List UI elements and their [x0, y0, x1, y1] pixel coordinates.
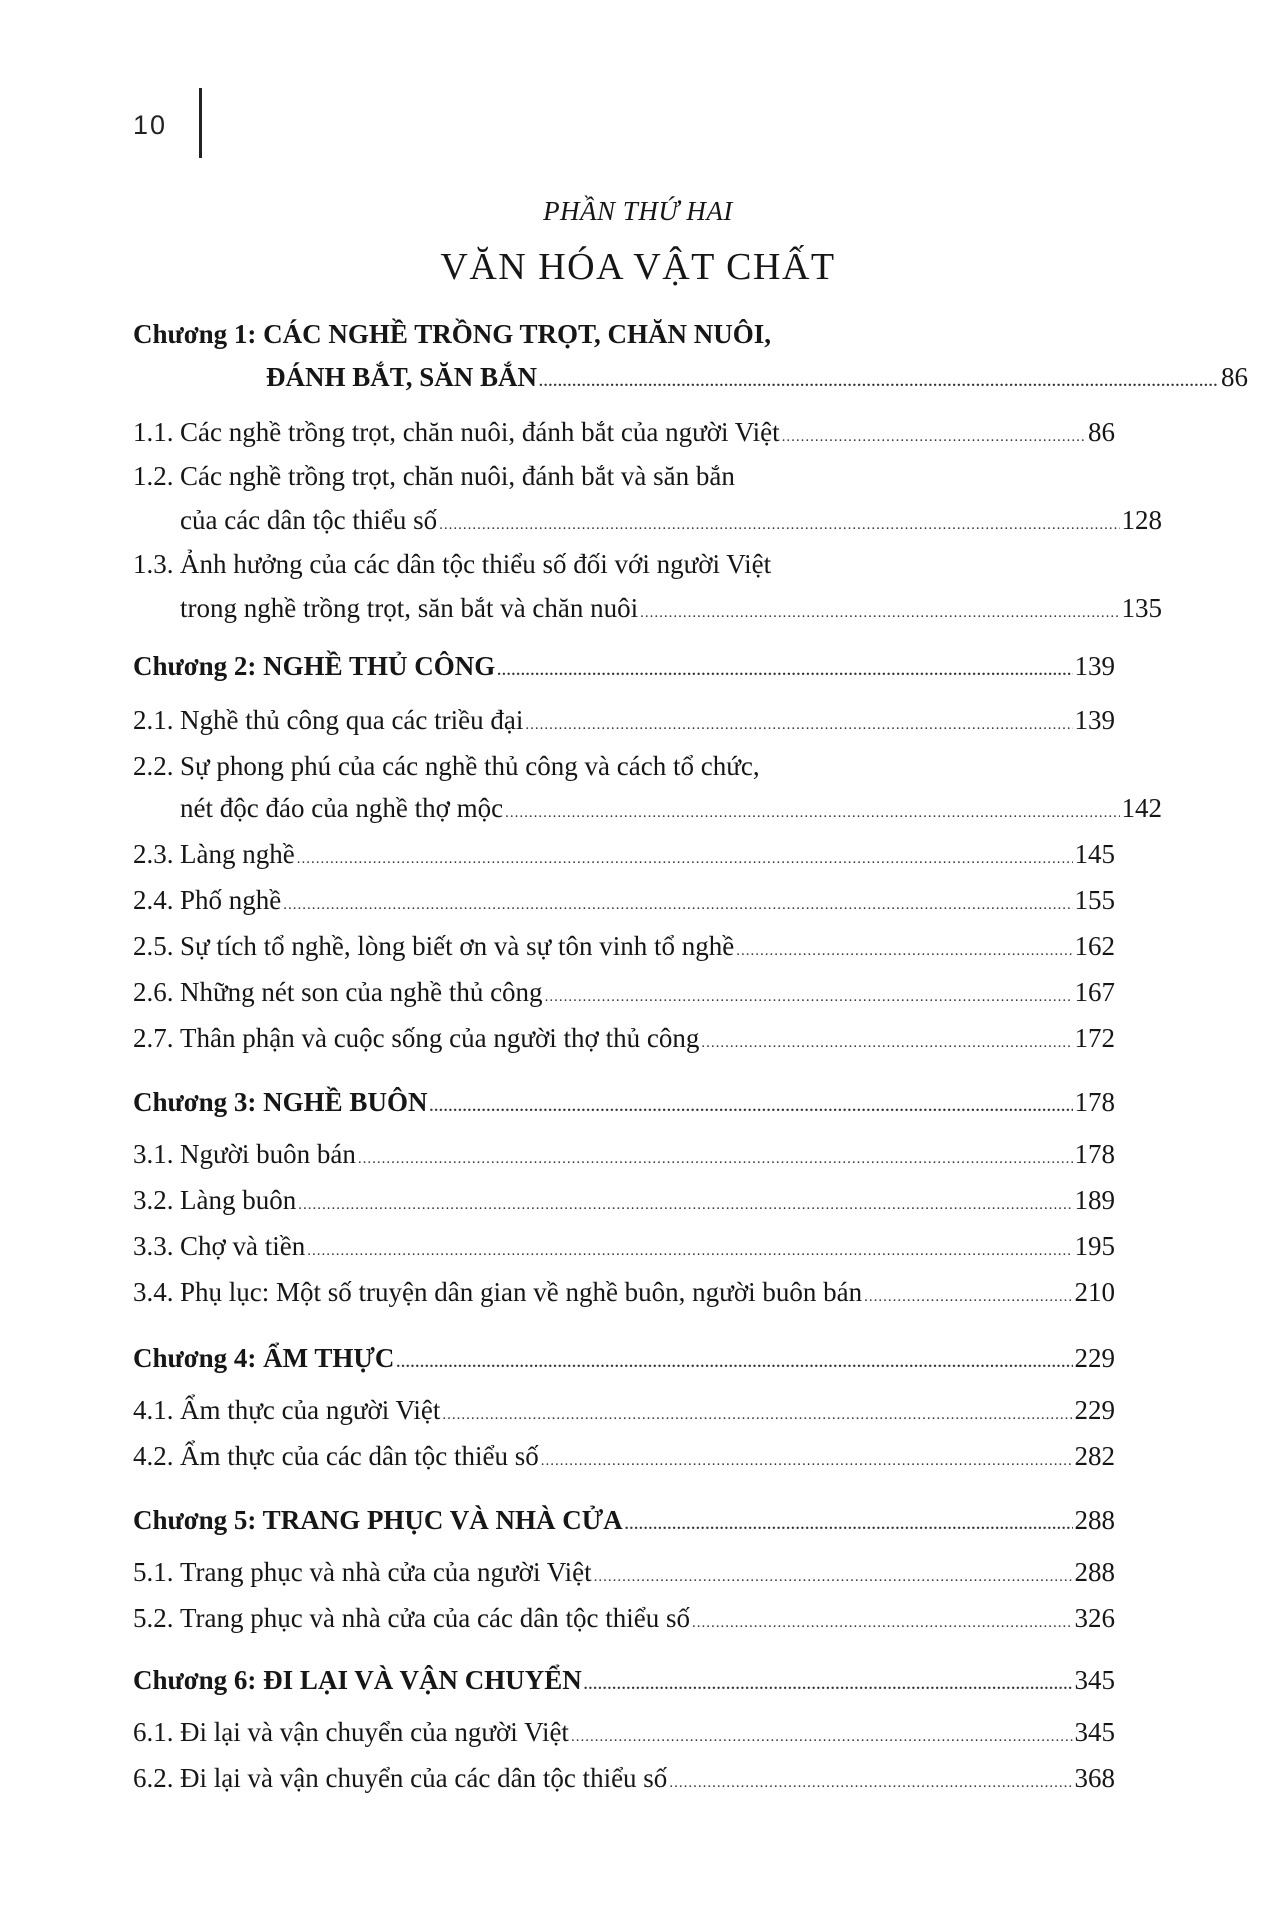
toc-section-4-2[interactable] [133, 1436, 1115, 1476]
toc-section-title: Sự phong phú của các nghề thủ công và cách tổ chức, [180, 751, 760, 781]
toc-section-2-3[interactable] [133, 834, 1115, 874]
toc-section-title: của các dân tộc thiểu số [180, 505, 438, 535]
toc-section-2-4[interactable] [133, 880, 1115, 920]
toc-page-number: 142 [1121, 793, 1162, 823]
toc-section-1-1[interactable] [133, 412, 1115, 452]
part-title: VĂN HÓA VẬT CHẤT [440, 246, 836, 288]
leader-dots [358, 1139, 1073, 1179]
leader-dots [297, 839, 1073, 879]
toc-chapter-3[interactable] [133, 1082, 1115, 1122]
toc-chapter-title: ĐÁNH BẮT, SĂN BẮN [266, 362, 538, 392]
toc-page-number: 167 [1074, 977, 1115, 1007]
toc-chapter-6[interactable] [133, 1660, 1115, 1700]
toc-section-title: Nghề thủ công qua các triều đại [180, 705, 524, 735]
toc-page-number: 162 [1074, 931, 1115, 961]
toc-page-number: 178 [1074, 1087, 1115, 1117]
leader-dots [298, 1185, 1072, 1225]
toc-chapter-title: Chương 4: ẨM THỰC [133, 1343, 395, 1373]
toc-section-title: Các nghề trồng trọt, chăn nuôi, đánh bắt và săn bắn [180, 461, 735, 491]
leader-dots [640, 593, 1119, 633]
toc-section-title: Sự tích tổ nghề, lòng biết ơn và sự tôn vinh tổ nghề [180, 931, 735, 961]
toc-section-2-2-continued[interactable] [133, 788, 1162, 828]
toc-page-number: 195 [1074, 1231, 1115, 1261]
toc-section-number: 3.4. [133, 1277, 174, 1307]
part-label: PHẦN THỨ HAI [543, 196, 733, 226]
toc-section-number: 2.1. [133, 705, 174, 735]
toc-chapter-title: Chương 5: TRANG PHỤC VÀ NHÀ CỬA [133, 1505, 623, 1535]
leader-dots [782, 417, 1086, 457]
toc-section-2-7[interactable] [133, 1018, 1115, 1058]
toc-page-number: 172 [1074, 1023, 1115, 1053]
leader-dots [525, 705, 1072, 745]
toc-section-title: Những nét son của nghề thủ công [180, 977, 543, 1007]
toc-section-number: 1.1. [133, 417, 174, 447]
toc-page-number: 86 [1088, 417, 1115, 447]
toc-page-number: 135 [1121, 593, 1162, 623]
toc-page-number: 189 [1074, 1185, 1115, 1215]
toc-chapter-title: Chương 2: NGHỀ THỦ CÔNG [133, 651, 496, 681]
toc-section-title: Phố nghề [180, 885, 282, 915]
toc-page-number: 86 [1221, 362, 1248, 392]
toc-section-number: 4.2. [133, 1441, 174, 1471]
toc-section-title: Người buôn bán [180, 1139, 356, 1169]
toc-section-title: Phụ lục: Một số truyện dân gian về nghề buôn, người buôn bán [180, 1277, 863, 1307]
toc-section-title: nét độc đáo của nghề thợ mộc [180, 793, 504, 823]
toc-section-number: 4.1. [133, 1395, 174, 1425]
leader-dots [497, 651, 1072, 691]
page-number-divider [199, 88, 202, 158]
toc-chapter-title: Chương 1: CÁC NGHỀ TRỒNG TRỌT, CHĂN NUÔI, [133, 319, 771, 349]
leader-dots [701, 1023, 1072, 1063]
toc-section-2-5[interactable] [133, 926, 1115, 966]
toc-page-number: 345 [1074, 1665, 1115, 1695]
toc-section-number: 6.1. [133, 1717, 174, 1747]
toc-chapter-title: Chương 3: NGHỀ BUÔN [133, 1087, 428, 1117]
toc-section-number: 3.1. [133, 1139, 174, 1169]
toc-chapter-5[interactable] [133, 1500, 1115, 1540]
toc-section-6-2[interactable] [133, 1758, 1115, 1798]
page-number: 10 [133, 110, 168, 140]
toc-section-title: Các nghề trồng trọt, chăn nuôi, đánh bắt của người Việt [180, 417, 780, 447]
leader-dots [864, 1277, 1072, 1317]
toc-page-number: 368 [1074, 1763, 1115, 1793]
toc-chapter-4[interactable] [133, 1338, 1115, 1378]
leader-dots [283, 885, 1072, 925]
toc-section-number: 6.2. [133, 1763, 174, 1793]
leader-dots [307, 1231, 1072, 1271]
toc-section-number: 1.2. [133, 461, 174, 491]
toc-page-number: 210 [1074, 1277, 1115, 1307]
toc-section-title: Đi lại và vận chuyển của các dân tộc thiểu số [180, 1763, 668, 1793]
toc-chapter-2[interactable] [133, 646, 1115, 686]
toc-section-1-3[interactable] [133, 544, 1115, 584]
toc-section-number: 3.3. [133, 1231, 174, 1261]
leader-dots [625, 1505, 1073, 1545]
toc-section-3-3[interactable] [133, 1226, 1115, 1266]
toc-section-title: Ảnh hưởng của các dân tộc thiểu số đối với người Việt [180, 549, 772, 579]
leader-dots [584, 1665, 1073, 1705]
leader-dots [442, 1395, 1072, 1435]
toc-section-3-4[interactable] [133, 1272, 1115, 1312]
toc-section-1-2-continued[interactable] [133, 500, 1162, 540]
toc-section-title: Làng nghề [180, 839, 295, 869]
toc-chapter-title: Chương 6: ĐI LẠI VÀ VẬN CHUYỂN [133, 1665, 582, 1695]
toc-section-4-1[interactable] [133, 1390, 1115, 1430]
toc-section-number: 2.2. [133, 751, 174, 781]
toc-section-2-1[interactable] [133, 700, 1115, 740]
toc-section-2-6[interactable] [133, 972, 1115, 1012]
leader-dots [594, 1557, 1073, 1597]
toc-page-number: 178 [1074, 1139, 1115, 1169]
toc-section-title: Trang phục và nhà cửa của người Việt [180, 1557, 592, 1587]
toc-section-number: 3.2. [133, 1185, 174, 1215]
toc-section-3-1[interactable] [133, 1134, 1115, 1174]
leader-dots [571, 1717, 1073, 1757]
toc-page-number: 282 [1074, 1441, 1115, 1471]
toc-section-title: Trang phục và nhà cửa của các dân tộc thiểu số [180, 1603, 690, 1633]
toc-section-number: 2.3. [133, 839, 174, 869]
leader-dots [539, 362, 1219, 402]
toc-page-number: 288 [1074, 1505, 1115, 1535]
leader-dots [396, 1343, 1072, 1383]
leader-dots [669, 1763, 1072, 1803]
toc-section-title: Ẩm thực của người Việt [180, 1395, 441, 1425]
leader-dots [736, 931, 1072, 971]
toc-section-1-2[interactable] [133, 456, 1115, 496]
toc-section-title: Làng buôn [180, 1185, 297, 1215]
toc-section-number: 1.3. [133, 549, 174, 579]
toc-section-title: Chợ và tiền [180, 1231, 306, 1261]
toc-page-number: 128 [1121, 505, 1162, 535]
leader-dots [439, 505, 1119, 545]
toc-page-number: 139 [1074, 705, 1115, 735]
toc-section-title: Thân phận và cuộc sống của người thợ thủ công [180, 1023, 700, 1053]
leader-dots [541, 1441, 1073, 1481]
toc-section-5-2[interactable] [133, 1598, 1115, 1638]
toc-section-5-1[interactable] [133, 1552, 1115, 1592]
toc-section-number: 2.5. [133, 931, 174, 961]
toc-page-number: 345 [1074, 1717, 1115, 1747]
leader-dots [429, 1087, 1072, 1127]
toc-section-number: 2.7. [133, 1023, 174, 1053]
toc-page-number: 288 [1074, 1557, 1115, 1587]
toc-page-number: 139 [1074, 651, 1115, 681]
toc-section-number: 2.4. [133, 885, 174, 915]
toc-chapter-1[interactable] [133, 314, 1115, 354]
toc-section-2-2[interactable] [133, 746, 1115, 786]
toc-page-number: 229 [1074, 1343, 1115, 1373]
toc-section-3-2[interactable] [133, 1180, 1115, 1220]
toc-page-number: 145 [1074, 839, 1115, 869]
toc-section-number: 5.1. [133, 1557, 174, 1587]
leader-dots [692, 1603, 1073, 1643]
toc-section-title: Ẩm thực của các dân tộc thiểu số [180, 1441, 539, 1471]
toc-page-number: 229 [1074, 1395, 1115, 1425]
toc-page-number: 155 [1074, 885, 1115, 915]
toc-section-number: 5.2. [133, 1603, 174, 1633]
toc-section-1-3-continued[interactable] [133, 588, 1162, 628]
leader-dots [505, 793, 1119, 833]
toc-section-6-1[interactable] [133, 1712, 1115, 1752]
leader-dots [545, 977, 1073, 1017]
toc-page-number: 326 [1074, 1603, 1115, 1633]
toc-section-number: 2.6. [133, 977, 174, 1007]
toc-section-title: trong nghề trồng trọt, săn bắt và chăn nuôi [180, 593, 639, 623]
toc-section-title: Đi lại và vận chuyển của người Việt [180, 1717, 569, 1747]
toc-chapter-1-continued[interactable] [133, 357, 1248, 397]
